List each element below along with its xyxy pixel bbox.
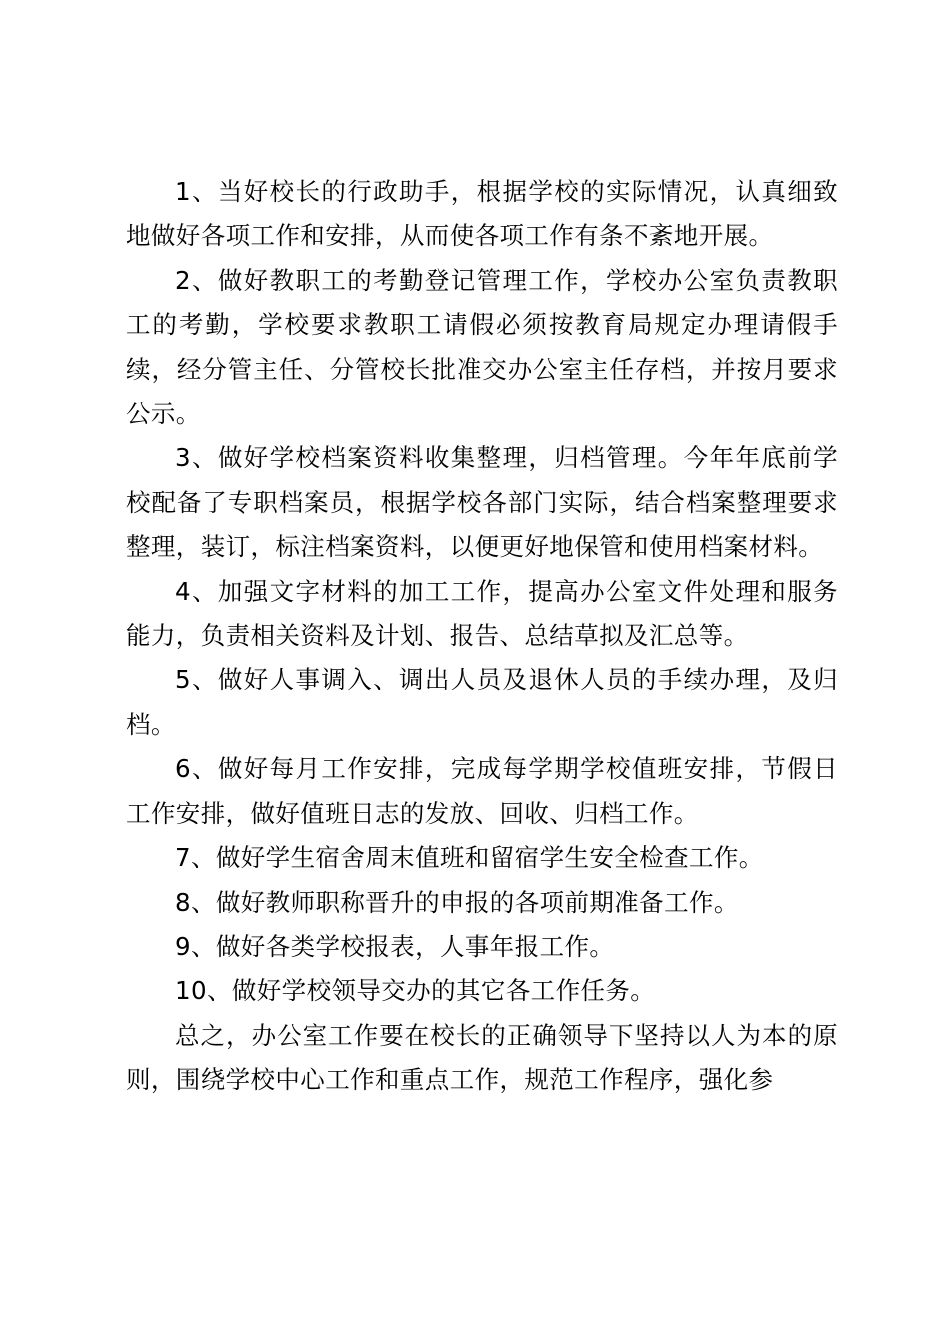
document-body — [126, 170, 838, 1103]
paragraph-item-7: 7、做好学生宿舍周末值班和留宿学生安全检查工作。 — [175, 843, 764, 873]
paragraph-conclusion: 总之，办公室工作要在校长的正确领导下坚持以人为本的原则，围绕学校中心工作和重点工作，规范工作程序，强化参 — [126, 1020, 838, 1095]
paragraph-item-4: 4、加强文字材料的加工工作，提高办公室文件处理和服务能力，负责相关资料及计划、报告、总结草拟及汇总等。 — [126, 576, 838, 651]
paragraph-item-6: 6、做好每月工作安排，完成每学期学校值班安排，节假日工作安排，做好值班日志的发放、回收、归档工作。 — [126, 754, 838, 828]
paragraph-item-5: 5、做好人事调入、调出人员及退休人员的手续办理，及归档。 — [126, 665, 838, 739]
paragraph-item-9: 9、做好各类学校报表，人事年报工作。 — [175, 931, 615, 961]
paragraph-item-10: 10、做好学校领导交办的其它各工作任务。 — [175, 976, 656, 1006]
paragraph-item-3: 3、做好学校档案资料收集整理，归档管理。今年年底前学校配备了专职档案员，根据学校各部门实际，结合档案整理要求整理，装订，标注档案资料，以便更好地保管和使用档案材料。 — [126, 443, 838, 562]
paragraph-item-8: 8、做好教师职称晋升的申报的各项前期准备工作。 — [175, 887, 739, 917]
paragraph-item-2: 2、做好教职工的考勤登记管理工作，学校办公室负责教职工的考勤，学校要求教职工请假必须按教育局规定办理请假手续，经分管主任、分管校长批准交办公室主任存档，并按月要求公示。 — [126, 265, 838, 429]
paragraph-item-1: 1、当好校长的行政助手，根据学校的实际情况，认真细致地做好各项工作和安排，从而使各项工作有条不紊地开展。 — [126, 177, 838, 251]
